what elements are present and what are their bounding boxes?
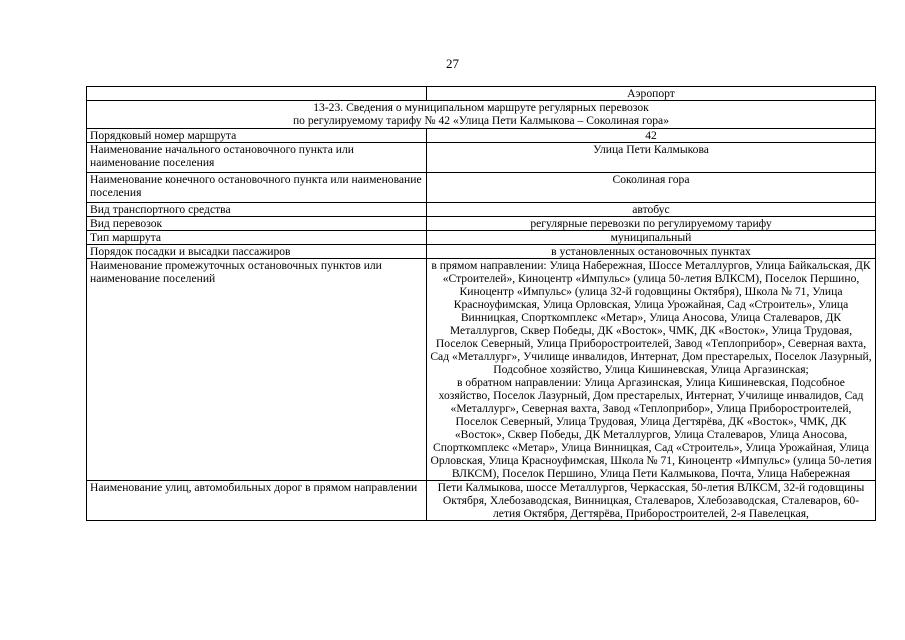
row-label: Наименование начального остановочного пункта или наименование поселения bbox=[87, 143, 427, 173]
section-title-row bbox=[87, 101, 876, 129]
row-value: муниципальный bbox=[427, 231, 876, 245]
section-title-line2: по регулируемому тарифу № 42 «Улица Пети Калмыкова – Соколиная гора» bbox=[292, 114, 670, 127]
row-value: Улица Пети Калмыкова bbox=[427, 143, 876, 173]
row-value: автобус bbox=[427, 203, 876, 217]
section-title-line1: 13-23. Сведения о муниципальном маршруте регулярных перевозок bbox=[313, 101, 649, 114]
table-row bbox=[87, 217, 876, 231]
section-title bbox=[87, 101, 876, 129]
row-value bbox=[427, 259, 876, 481]
page-number: 27 bbox=[446, 56, 459, 71]
table-row bbox=[87, 259, 876, 481]
row-value: Пети Калмыкова, шоссе Металлургов, Черкасская, 50-летия ВЛКСМ, 32-й годовщины Октября, Хлебозаводская, Винницкая, Сталеваров, Хлебозаводская, Сталеваров, 60-летия Октября, Дегтярёва, Приборостроителей, 2-я Павелецкая, bbox=[427, 481, 876, 521]
row-label: Наименование конечного остановочного пункта или наименование поселения bbox=[87, 173, 427, 203]
row-label: Наименование улиц, автомобильных дорог в прямом направлении bbox=[87, 481, 427, 521]
row-label: Порядок посадки и высадки пассажиров bbox=[87, 245, 427, 259]
table-row bbox=[87, 203, 876, 217]
stops-backward: в обратном направлении: Улица Аргазинская, Улица Кишиневская, Подсобное хозяйство, Поселок Лазурный, Дом престарелых, Интернат, Училище инвалидов, Сад «Металлург», Северная вахта, Завод «Теплоприбор», Улица Приборостроителей, Поселок Северный, Улица Трудовая, Улица Дегтярёва, ДК «Восток», ЧМК, ДК «Восток», Сквер Победы, ДК Металлургов, Улица Сталеваров, Улица Аносова, Спорткомплекс «Метар», Улица Винницкая, Сад «Строитель», Улица Урожайная, Улица Орловская, Улица Красноуфимская, Школа № 71, Киноцентр «Импульс» (улица 50-летия ВЛКСМ), Поселок Першино, Улица Пети Калмыкова, Почта, Улица Набережная bbox=[430, 376, 872, 480]
row-value: регулярные перевозки по регулируемому тарифу bbox=[427, 217, 876, 231]
table-row bbox=[87, 87, 876, 101]
row-label: Порядковый номер маршрута bbox=[87, 129, 427, 143]
row-label: Наименование промежуточных остановочных пунктов или наименование поселений bbox=[87, 259, 427, 481]
table-row bbox=[87, 129, 876, 143]
table-row bbox=[87, 231, 876, 245]
empty-cell bbox=[87, 87, 427, 101]
row-label: Вид транспортного средства bbox=[87, 203, 427, 217]
row-value: Соколиная гора bbox=[427, 173, 876, 203]
row-value: в установленных остановочных пунктах bbox=[427, 245, 876, 259]
table-row bbox=[87, 173, 876, 203]
table-row bbox=[87, 143, 876, 173]
row-value: 42 bbox=[427, 129, 876, 143]
row-label: Вид перевозок bbox=[87, 217, 427, 231]
stops-forward: в прямом направлении: Улица Набережная, Шоссе Металлургов, Улица Байкальская, ДК «Строителей», Киноцентр «Импульс» (улица 50-летия ВЛКСМ), Поселок Першино, Киноцентр «Импульс» (улица 32-й годовщины Октября), Школа № 71, Улица Красноуфимская, Улица Орловская, Улица Урожайная, Сад «Строитель», Улица Винницкая, Спорткомплекс «Метар», Улица Аносова, Улица Сталеваров, ДК Металлургов, Сквер Победы, ДК «Восток», ЧМК, ДК «Восток», Улица Трудовая, Поселок Северный, Улица Приборостроителей, Завод «Теплоприбор», Северная вахта, Сад «Металлург», Училище инвалидов, Интернат, Дом престарелых, Поселок Лазурный, Подсобное хозяйство, Улица Кишиневская, Улица Аргазинская; bbox=[430, 259, 872, 376]
top-right-cell: Аэропорт bbox=[427, 87, 876, 101]
row-label: Тип маршрута bbox=[87, 231, 427, 245]
table-row bbox=[87, 481, 876, 521]
route-table bbox=[86, 86, 876, 521]
table-row bbox=[87, 245, 876, 259]
